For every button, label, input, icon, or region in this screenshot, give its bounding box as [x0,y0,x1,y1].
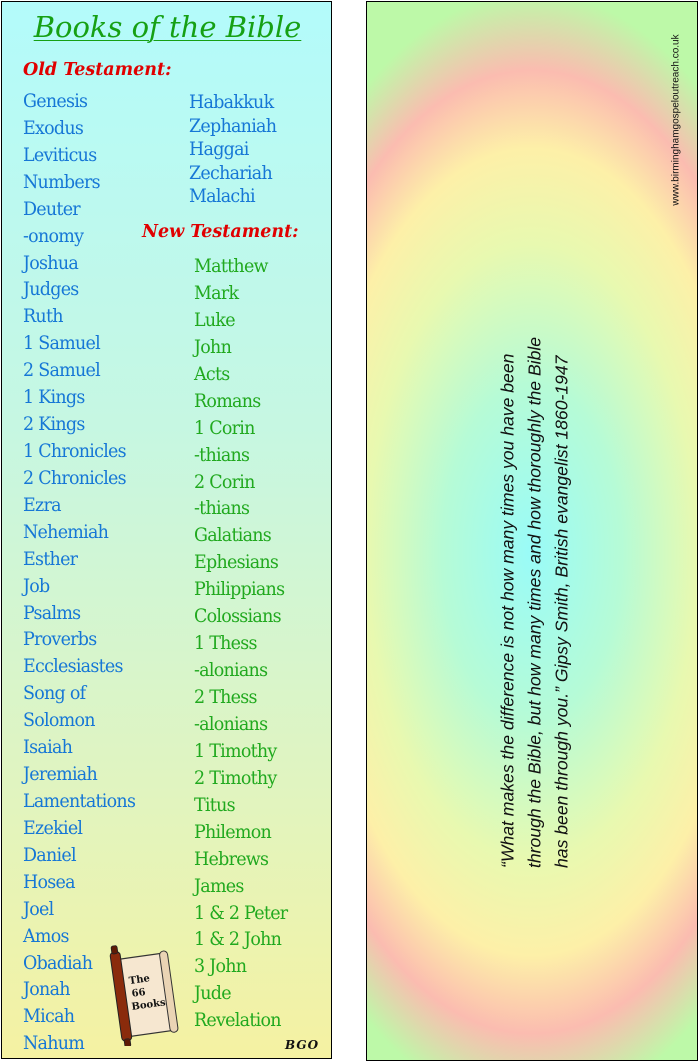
old-testament-book-item: Jeremiah [23,763,98,786]
new-testament-book-item: 1 Thess [194,632,257,655]
new-testament-book-item: Mark [194,281,239,304]
new-testament-book-item: -alonians [194,659,268,682]
old-testament-list-continued [189,91,284,209]
new-testament-book-item: Galatians [194,524,272,547]
scroll-label-line3: Books [130,997,167,1013]
old-testament-book-item: 1 Samuel [23,332,100,355]
old-testament-book-item: Amos [23,924,69,947]
new-testament-book-item: 1 & 2 John [194,928,282,951]
bookmark-front [1,1,332,1059]
signature: BGO [285,1038,320,1052]
new-testament-book-item: 2 Thess [194,686,257,708]
old-testament-book-item: Ezra [23,493,61,516]
new-testament-book-item: Acts [194,362,230,385]
new-testament-book-item: 1 & 2 Peter [194,901,288,924]
old-testament-book-item: 2 Kings [23,413,85,436]
scroll-label-line2: 66 [131,986,147,1000]
old-testament-book-item: Solomon [23,709,95,732]
scroll-icon [107,940,179,1046]
new-testament-book-item: James [194,874,244,897]
page-title: Books of the Bible [33,10,302,44]
new-testament-book-item: -thians [194,497,250,520]
new-testament-book-item: Hebrews [194,847,269,870]
old-testament-book-item: Habakkuk [189,91,274,113]
old-testament-book-item: Ruth [23,305,63,328]
old-testament-book-item: Joshua [23,251,79,274]
new-testament-book-item: Romans [194,389,261,412]
quote-line-1: “What makes the difference is not how many times you have been [497,353,518,868]
new-testament-book-item: 1 Timothy [194,739,277,762]
old-testament-book-item: -onomy [23,224,84,247]
old-testament-book-item: Zechariah [189,161,272,184]
old-testament-book-item: Haggai [189,138,249,161]
old-testament-book-item: Daniel [23,843,76,866]
old-testament-book-item: 2 Samuel [23,359,100,382]
new-testament-book-item: Ephesians [194,551,279,574]
new-testament-book-item: Philippians [194,578,285,601]
scroll-label-line1: The [128,973,151,988]
quote-attribution: , British evangelist 1860-1947 [551,355,572,588]
website-url: www.birminghamgospeloutreach.co.uk [670,34,682,206]
old-testament-book-item: Numbers [23,170,100,193]
old-testament-book-item: Ecclesiastes [23,655,123,678]
quote [495,228,576,868]
new-testament-heading: New Testament: [142,222,299,242]
old-testament-book-item: Nahum [23,1032,85,1055]
new-testament-book-item: Jude [194,982,231,1005]
old-testament-book-item: Genesis [23,90,88,112]
new-testament-book-item: Titus [194,793,235,816]
new-testament-book-item: 1 Corin [194,416,255,439]
old-testament-list [23,88,145,1057]
old-testament-book-item: Isaiah [23,736,73,759]
old-testament-book-item: Micah [23,1005,75,1028]
new-testament-book-item: Philemon [194,820,272,843]
old-testament-book-item: Exodus [23,116,84,139]
quote-text-end: has been through you.” Gipsy Smith [551,587,572,868]
quote-line-3 [549,228,576,868]
old-testament-book-item: Malachi [189,185,255,208]
old-testament-book-item: Joel [23,897,54,920]
old-testament-book-item: Esther [23,547,78,570]
old-testament-book-item: 1 Kings [23,386,85,409]
new-testament-book-item: Luke [194,308,235,331]
old-testament-book-item: Job [23,574,50,597]
new-testament-book-item: John [194,335,232,358]
old-testament-book-item: 1 Chronicles [23,439,126,462]
new-testament-book-item: 3 John [194,955,247,978]
old-testament-heading: Old Testament: [23,60,172,80]
old-testament-book-item: Hosea [23,870,75,893]
old-testament-book-item: Obadiah [23,951,93,974]
old-testament-book-item: Leviticus [23,143,97,166]
old-testament-book-item: Nehemiah [23,520,109,543]
new-testament-book-item: -thians [194,443,250,466]
old-testament-book-item: Judges [23,278,79,301]
new-testament-list [194,253,296,1034]
old-testament-book-item: Ezekiel [23,816,83,839]
new-testament-book-item: 2 Timothy [194,766,277,789]
old-testament-book-item: Psalms [23,601,81,624]
old-testament-book-item: Song of [23,682,86,705]
new-testament-book-item: Colossians [194,605,281,628]
new-testament-book-item: Matthew [194,255,268,277]
new-testament-book-item: Revelation [194,1009,281,1032]
old-testament-book-item: Lamentations [23,789,136,812]
quote-line-2: through the Bible, but how many times and how thoroughly the Bible [524,336,545,868]
old-testament-book-item: Deuter [23,197,80,220]
old-testament-book-item: Proverbs [23,628,97,651]
old-testament-book-item: 2 Chronicles [23,466,126,489]
new-testament-book-item: -alonians [194,712,268,735]
new-testament-book-item: 2 Corin [194,470,255,493]
old-testament-book-item: Jonah [23,978,70,1001]
old-testament-book-item: Zephaniah [189,114,277,137]
